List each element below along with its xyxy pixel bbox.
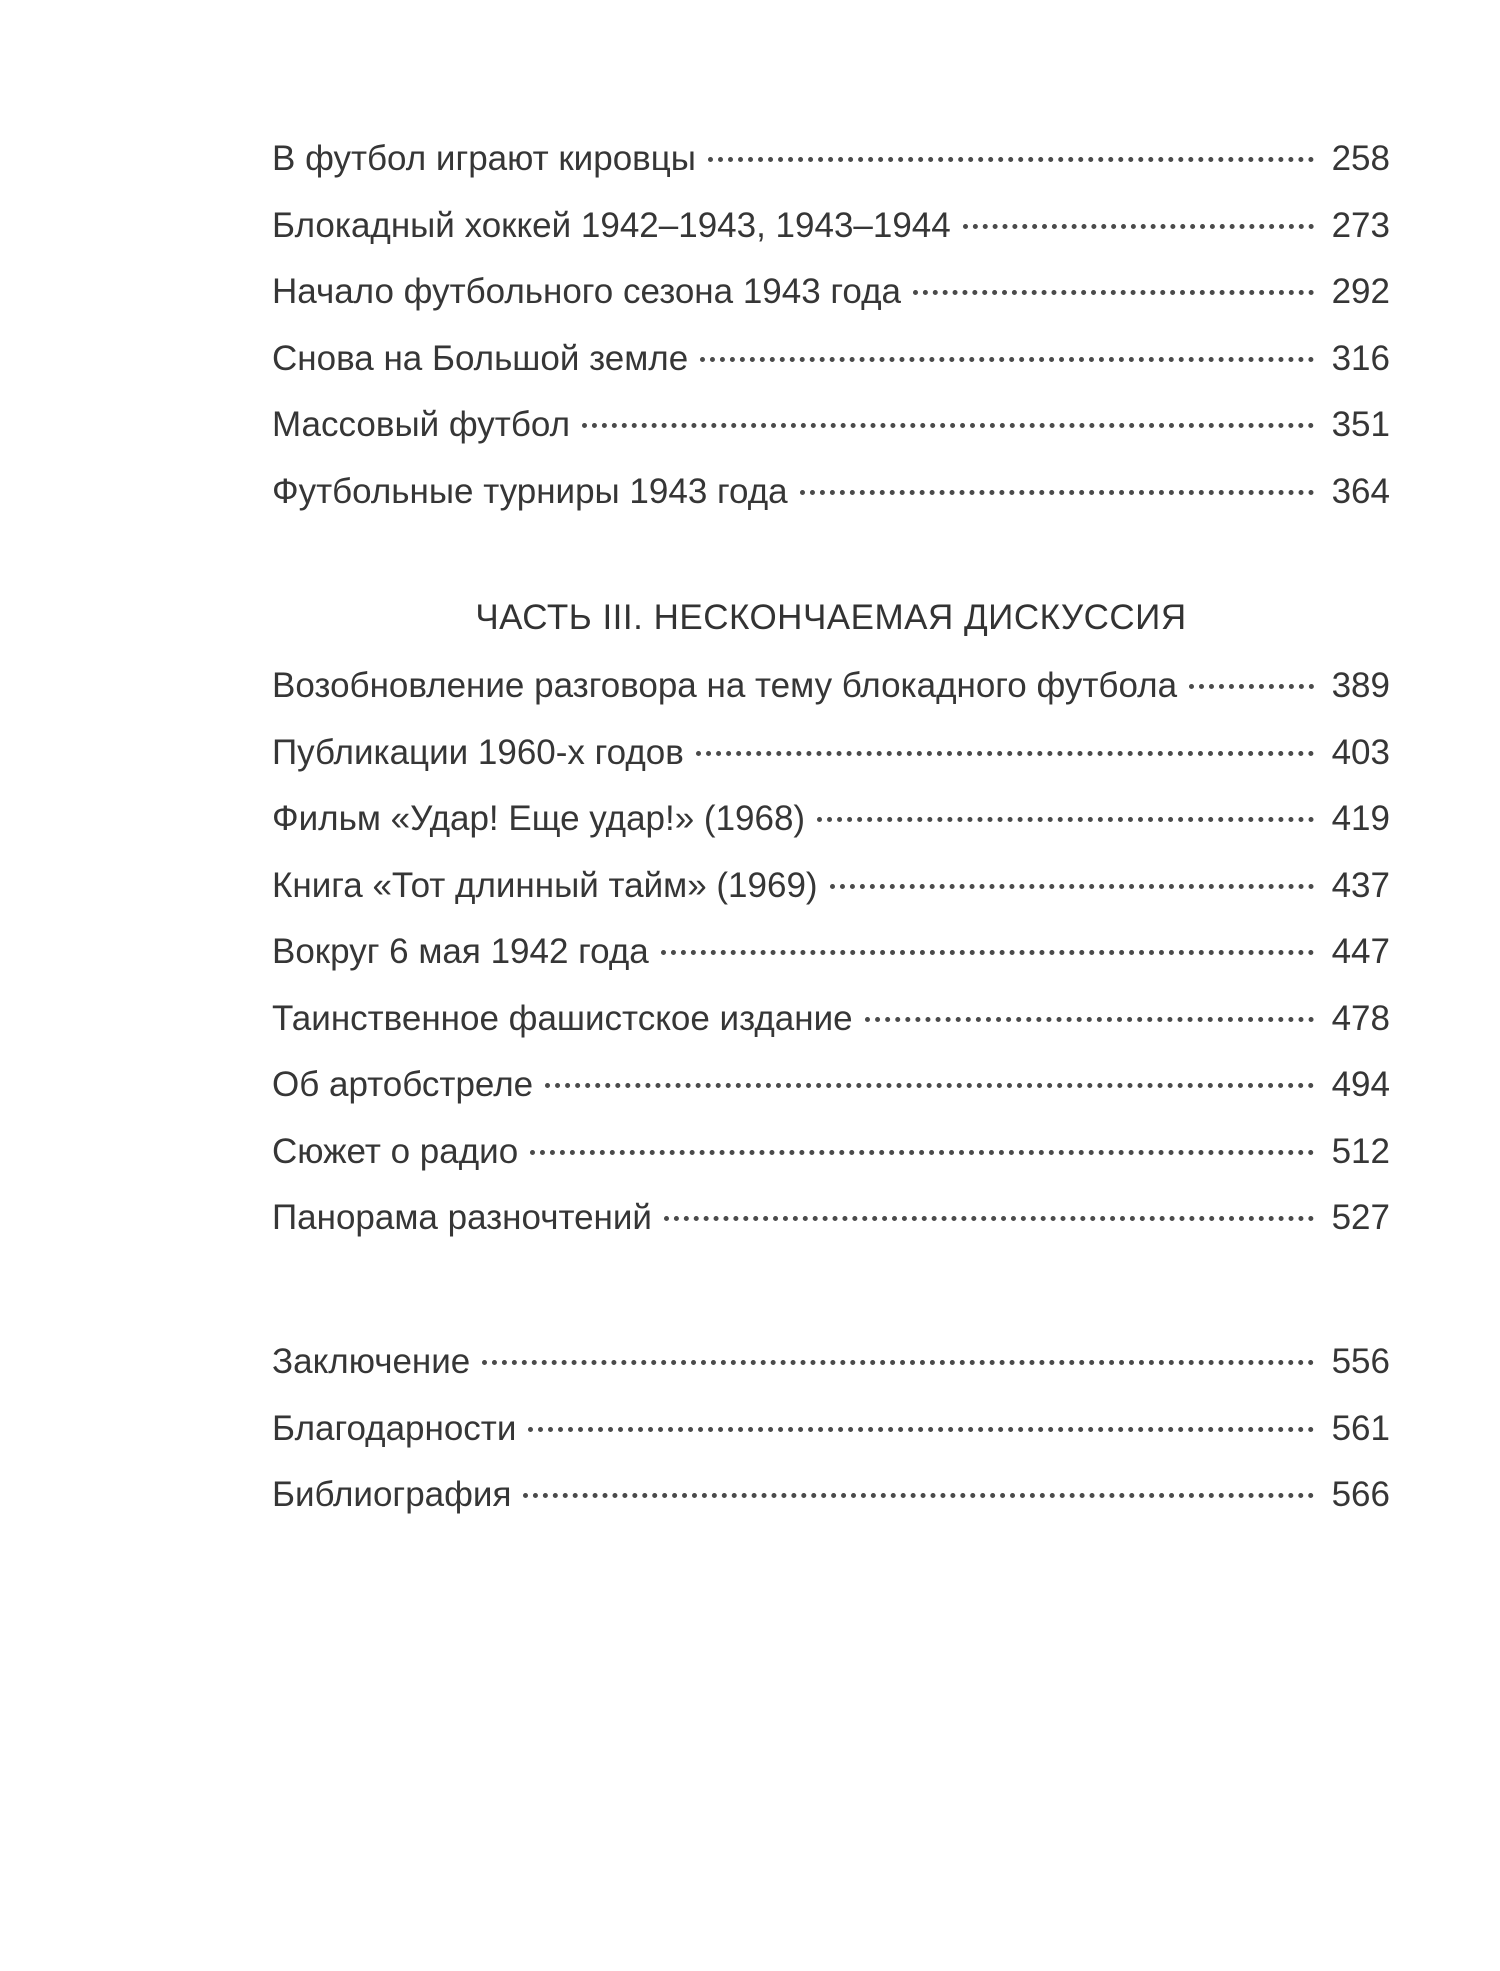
toc-entry-page: 494 [1331, 1065, 1390, 1104]
toc-entry [272, 653, 1390, 720]
toc-entry [272, 193, 1390, 260]
toc-entry-title: Книга «Тот длинный тайм» (1969) [272, 865, 818, 905]
toc-entry [272, 392, 1390, 459]
toc-entry-title: Начало футбольного сезона 1943 года [272, 272, 901, 311]
toc-entry-page: 389 [1331, 666, 1390, 705]
toc-entry-title: Вокруг 6 мая 1942 года [272, 932, 649, 971]
toc-entry-title: Публикации 1960-х годов [272, 732, 684, 772]
toc-entry [272, 720, 1390, 787]
toc-entry [272, 919, 1390, 986]
dot-leader [528, 1426, 1314, 1432]
dot-leader [865, 1016, 1314, 1022]
toc-entry-page: 403 [1331, 732, 1390, 772]
dot-leader [700, 356, 1314, 362]
toc-entry-title: Блокадный хоккей 1942–1943, 1943–1944 [272, 205, 951, 245]
toc-entry-title: Снова на Большой земле [272, 338, 689, 378]
toc-entry-page: 273 [1331, 205, 1390, 245]
toc-entry-title: Об артобстреле [272, 1065, 534, 1104]
toc-entry-page: 419 [1331, 799, 1390, 838]
toc-group-part2-end [272, 126, 1390, 525]
toc-entry-title: Благодарности [272, 1408, 517, 1448]
dot-leader [523, 1492, 1314, 1498]
dot-leader [664, 1215, 1314, 1221]
toc-entry-title: Футбольные турниры 1943 года [272, 471, 788, 511]
toc-group-backmatter [272, 1329, 1390, 1529]
dot-leader [530, 1149, 1314, 1155]
toc-entry-page: 258 [1331, 139, 1390, 178]
toc-entry-page: 566 [1331, 1475, 1390, 1514]
toc-entry-page: 447 [1331, 932, 1390, 971]
toc-entry-page: 512 [1331, 1131, 1390, 1171]
toc-entry-title: Фильм «Удар! Еще удар!» (1968) [272, 799, 806, 838]
toc-entry [272, 1119, 1390, 1186]
dot-leader [1189, 683, 1314, 689]
dot-leader [545, 1082, 1314, 1088]
toc-entry-title: Заключение [272, 1342, 471, 1381]
toc-entry-page: 364 [1331, 471, 1390, 511]
toc-entry-page: 556 [1331, 1342, 1390, 1381]
toc-entry-title: Сюжет о радио [272, 1131, 519, 1171]
toc-entry [272, 1329, 1390, 1396]
toc-entry [272, 986, 1390, 1053]
toc-entry-page: 561 [1331, 1408, 1390, 1448]
dot-leader [817, 816, 1314, 822]
dot-leader [708, 156, 1314, 162]
toc-entry-page: 478 [1331, 998, 1390, 1038]
toc-entry-page: 527 [1331, 1198, 1390, 1237]
toc-entry-title: Панорама разночтений [272, 1198, 652, 1237]
toc-entry-page: 351 [1331, 405, 1390, 444]
toc-entry-page: 437 [1331, 865, 1390, 905]
toc-entry [272, 259, 1390, 326]
toc-entry-page: 292 [1331, 272, 1390, 311]
toc-entry [272, 853, 1390, 920]
dot-leader [696, 750, 1314, 756]
dot-leader [963, 223, 1314, 229]
toc-entry-title: Возобновление разговора на тему блокадного футбола [272, 666, 1178, 705]
dot-leader [582, 422, 1314, 428]
toc-entry [272, 1462, 1390, 1529]
toc-entry-title: Массовый футбол [272, 405, 570, 444]
toc-entry-page: 316 [1331, 338, 1390, 378]
dot-leader [830, 883, 1314, 889]
dot-leader [482, 1359, 1314, 1365]
part-heading: ЧАСТЬ III. НЕСКОНЧАЕМАЯ ДИСКУССИЯ [475, 598, 1187, 637]
toc-entry [272, 1052, 1390, 1119]
toc-group-part3 [272, 653, 1390, 1252]
toc-entry [272, 459, 1390, 526]
dot-leader [661, 949, 1314, 955]
toc-entry-title: В футбол играют кировцы [272, 139, 696, 178]
toc-entry [272, 1185, 1390, 1252]
toc-entry [272, 326, 1390, 393]
toc-entry-title: Библиография [272, 1475, 512, 1514]
toc-entry [272, 786, 1390, 853]
toc-entry [272, 126, 1390, 193]
dot-leader [800, 489, 1314, 495]
dot-leader [913, 289, 1314, 295]
toc-entry [272, 1396, 1390, 1463]
toc-entry-title: Таинственное фашистское издание [272, 998, 853, 1038]
